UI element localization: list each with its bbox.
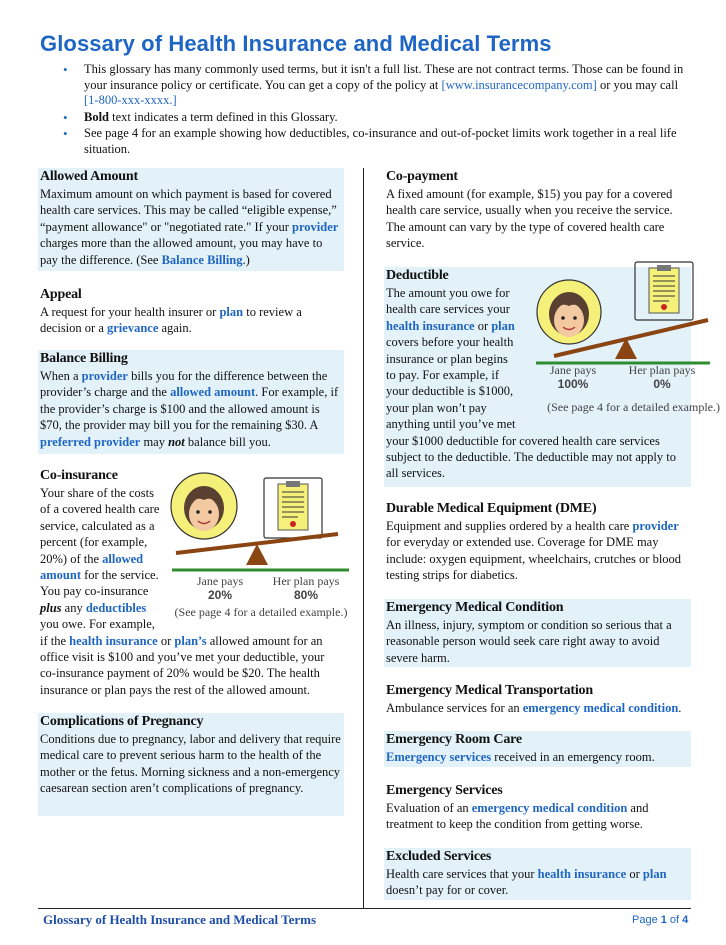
term-definition: An illness, injury, symptom or condition so serious that a reasonable person would seek care right away to avoid severe harm. [386,618,672,665]
term-definition: Health care services that your health insurance or plan doesn’t pay for or cover. [386,867,667,898]
term-title: Deductible [386,268,449,283]
seesaw-graphic [166,470,356,575]
term-definition: Conditions due to pregnancy, labor and delivery that require medical care to prevent serious harm to the health of the mother or the fetus. Morning sickness and a non-emergency caesarean section aren’t complications of pregnancy. [40,732,341,796]
term-title: Balance Billing [40,351,128,366]
term-appeal [38,286,344,338]
term-definition: Emergency services received in an emergency room. [386,750,655,764]
term-link-preferred-provider[interactable]: preferred provider [40,434,141,449]
term-link-deductibles[interactable]: deductibles [85,600,147,615]
term-excluded-services [384,848,691,900]
see-page-note: (See page 4 for a detailed example.) [174,605,348,619]
term-complications-of-pregnancy [38,713,344,816]
term-link-emergency-medical-condition[interactable]: emergency medical condition [522,701,679,715]
jane-pays-value: 100% [557,377,589,391]
term-definition: Maximum amount on which payment is based for covered health care services. This may be called “eligible expense,” “payment allowance" or "negotiated rate." If your provider charges more than the allowed amount, you may have to pay the difference. (See Balance Billing.) [40,187,339,267]
term-definition: When a provider bills you for the difference between the provider’s charge and the allowed amount. For example, if the provider’s charge is $100 and the allowed amount is $70, the provider may bill you for the remaining $30. A preferred provider may not balance bill you. [40,369,339,449]
intro-list [63,62,687,158]
term-link-provider[interactable]: provider [292,219,339,234]
jane-pays-label: Jane pays [196,574,244,588]
term-link-allowed-amount[interactable]: allowed amount [170,385,256,400]
term-link-plan[interactable]: plan’s [174,633,207,648]
term-link-plan[interactable]: plan [642,867,667,881]
term-link-provider[interactable]: provider [81,369,128,383]
term-emergency-services [384,782,691,834]
term-definition: Equipment and supplies ordered by a health care provider for everyday or extended use. Coverage for DME may include: oxygen equipment, wheelchairs, crutches or blood testing strips for diabetics. [386,519,682,583]
jane-face-icon [537,280,601,344]
jane-pays-label: Jane pays [549,363,597,377]
intro-item: • This glossary has many commonly used terms, but it isn't a full list. These are not contract terms. Those can be found in your insurance policy or certificate. You can get a copy of the policy at [www.insurancecompany.com] or you may call [1-800-xxx-xxxx.] [63,62,687,109]
term-co-payment [384,168,691,254]
term-definition: The amount you owe for health care services your health insurance or plan covers before your health insurance or plan begins to pay. For example, if your deductible is $1000, your plan won’t pay anything until you’ve met your $1000 deductible for covered health care services subject to the deductible. The deductible may not apply to all services. [386,286,676,481]
insurer-phone-link[interactable]: [1-800-xxx-xxxx.] [84,93,177,107]
plan-pays-label: Her plan pays [628,363,696,377]
term-link-provider[interactable]: provider [632,519,679,533]
column-divider [363,168,364,908]
seesaw-icon [172,534,349,570]
term-link-emergency-services[interactable]: Emergency services [386,750,492,764]
see-page-note: (See page 4 for a detailed example.) [547,400,720,414]
term-definition: Your share of the costs of a covered health care service, calculated as a percent (for example, 20%) of the allowed amount for the service. You pay co-insurance plus any deductibles you owe. For example, if the health insurance or plan’s allowed amount for an office visit is $100 and you’ve met your deductible, your co-insurance payment of 20% would be $20. The health insurance or plan pays the rest of the allowed amount. [40,486,325,697]
term-link-balance-billing[interactable]: Balance Billing [161,252,243,267]
term-title: Appeal [40,287,82,302]
term-link-plan[interactable]: plan [491,318,515,333]
term-link-health-insurance[interactable]: health insurance [537,867,627,881]
term-title: Allowed Amount [40,169,138,184]
term-link-health-insurance[interactable]: health insurance [69,633,158,648]
footer-title: Glossary of Health Insurance and Medical Terms [43,912,317,927]
plan-pays-value: 0% [653,377,671,391]
term-definition: Ambulance services for an emergency medical condition. [386,701,682,715]
term-definition: Evaluation of an emergency medical condition and treatment to keep the condition from getting worse. [386,801,649,832]
term-link-grievance[interactable]: grievance [107,321,159,336]
term-emergency-medical-condition [384,599,691,667]
term-emergency-room-care [384,731,691,767]
insurer-website-link[interactable]: [www.insurancecompany.com] [441,77,597,92]
term-link-emergency-medical-condition[interactable]: emergency medical condition [471,801,628,815]
term-link-health-insurance[interactable]: health insurance [386,318,475,333]
term-definition: A fixed amount (for example, $15) you pay for a covered health care service, usually when you receive the service. The amount can vary by the type of covered health care service. [386,187,673,251]
clipboard-icon [635,262,693,320]
jane-pays-value: 20% [207,588,233,602]
term-balance-billing [38,350,344,454]
clipboard-icon [264,478,322,538]
jane-face-icon [171,473,237,539]
intro-item: • See page 4 for an example showing how deductibles, co-insurance and out-of-pocket limits work together in a real life situation. [63,126,687,157]
term-title: Co-payment [386,169,458,184]
page-indicator: Page 1 of 4 [632,914,689,926]
plan-pays-label: Her plan pays [272,574,340,588]
term-title: Emergency Room Care [386,732,522,747]
term-title: Emergency Medical Transportation [386,683,593,698]
seesaw-graphic [532,260,722,366]
deductible-illustration [532,260,722,420]
term-link-plan[interactable]: plan [219,305,244,319]
intro-item: • Bold text indicates a term defined in this Glossary. [63,110,687,126]
co-insurance-illustration [166,470,356,622]
term-definition: A request for your health insurer or plan to review a decision or a grievance again. [40,305,302,336]
term-durable-medical-equipment [384,500,691,586]
term-title: Co-insurance [40,468,118,483]
term-title: Emergency Services [386,783,503,798]
term-allowed-amount [38,168,344,271]
term-emergency-medical-transportation [384,682,691,718]
term-link-allowed-amount[interactable]: allowed amount [40,551,144,583]
term-title: Complications of Pregnancy [40,714,204,729]
term-title: Durable Medical Equipment (DME) [386,501,597,516]
page-title: Glossary of Health Insurance and Medical Terms [40,31,552,56]
footer-rule [38,908,691,909]
plan-pays-value: 80% [293,588,319,602]
term-title: Excluded Services [386,849,492,864]
term-title: Emergency Medical Condition [386,600,564,615]
